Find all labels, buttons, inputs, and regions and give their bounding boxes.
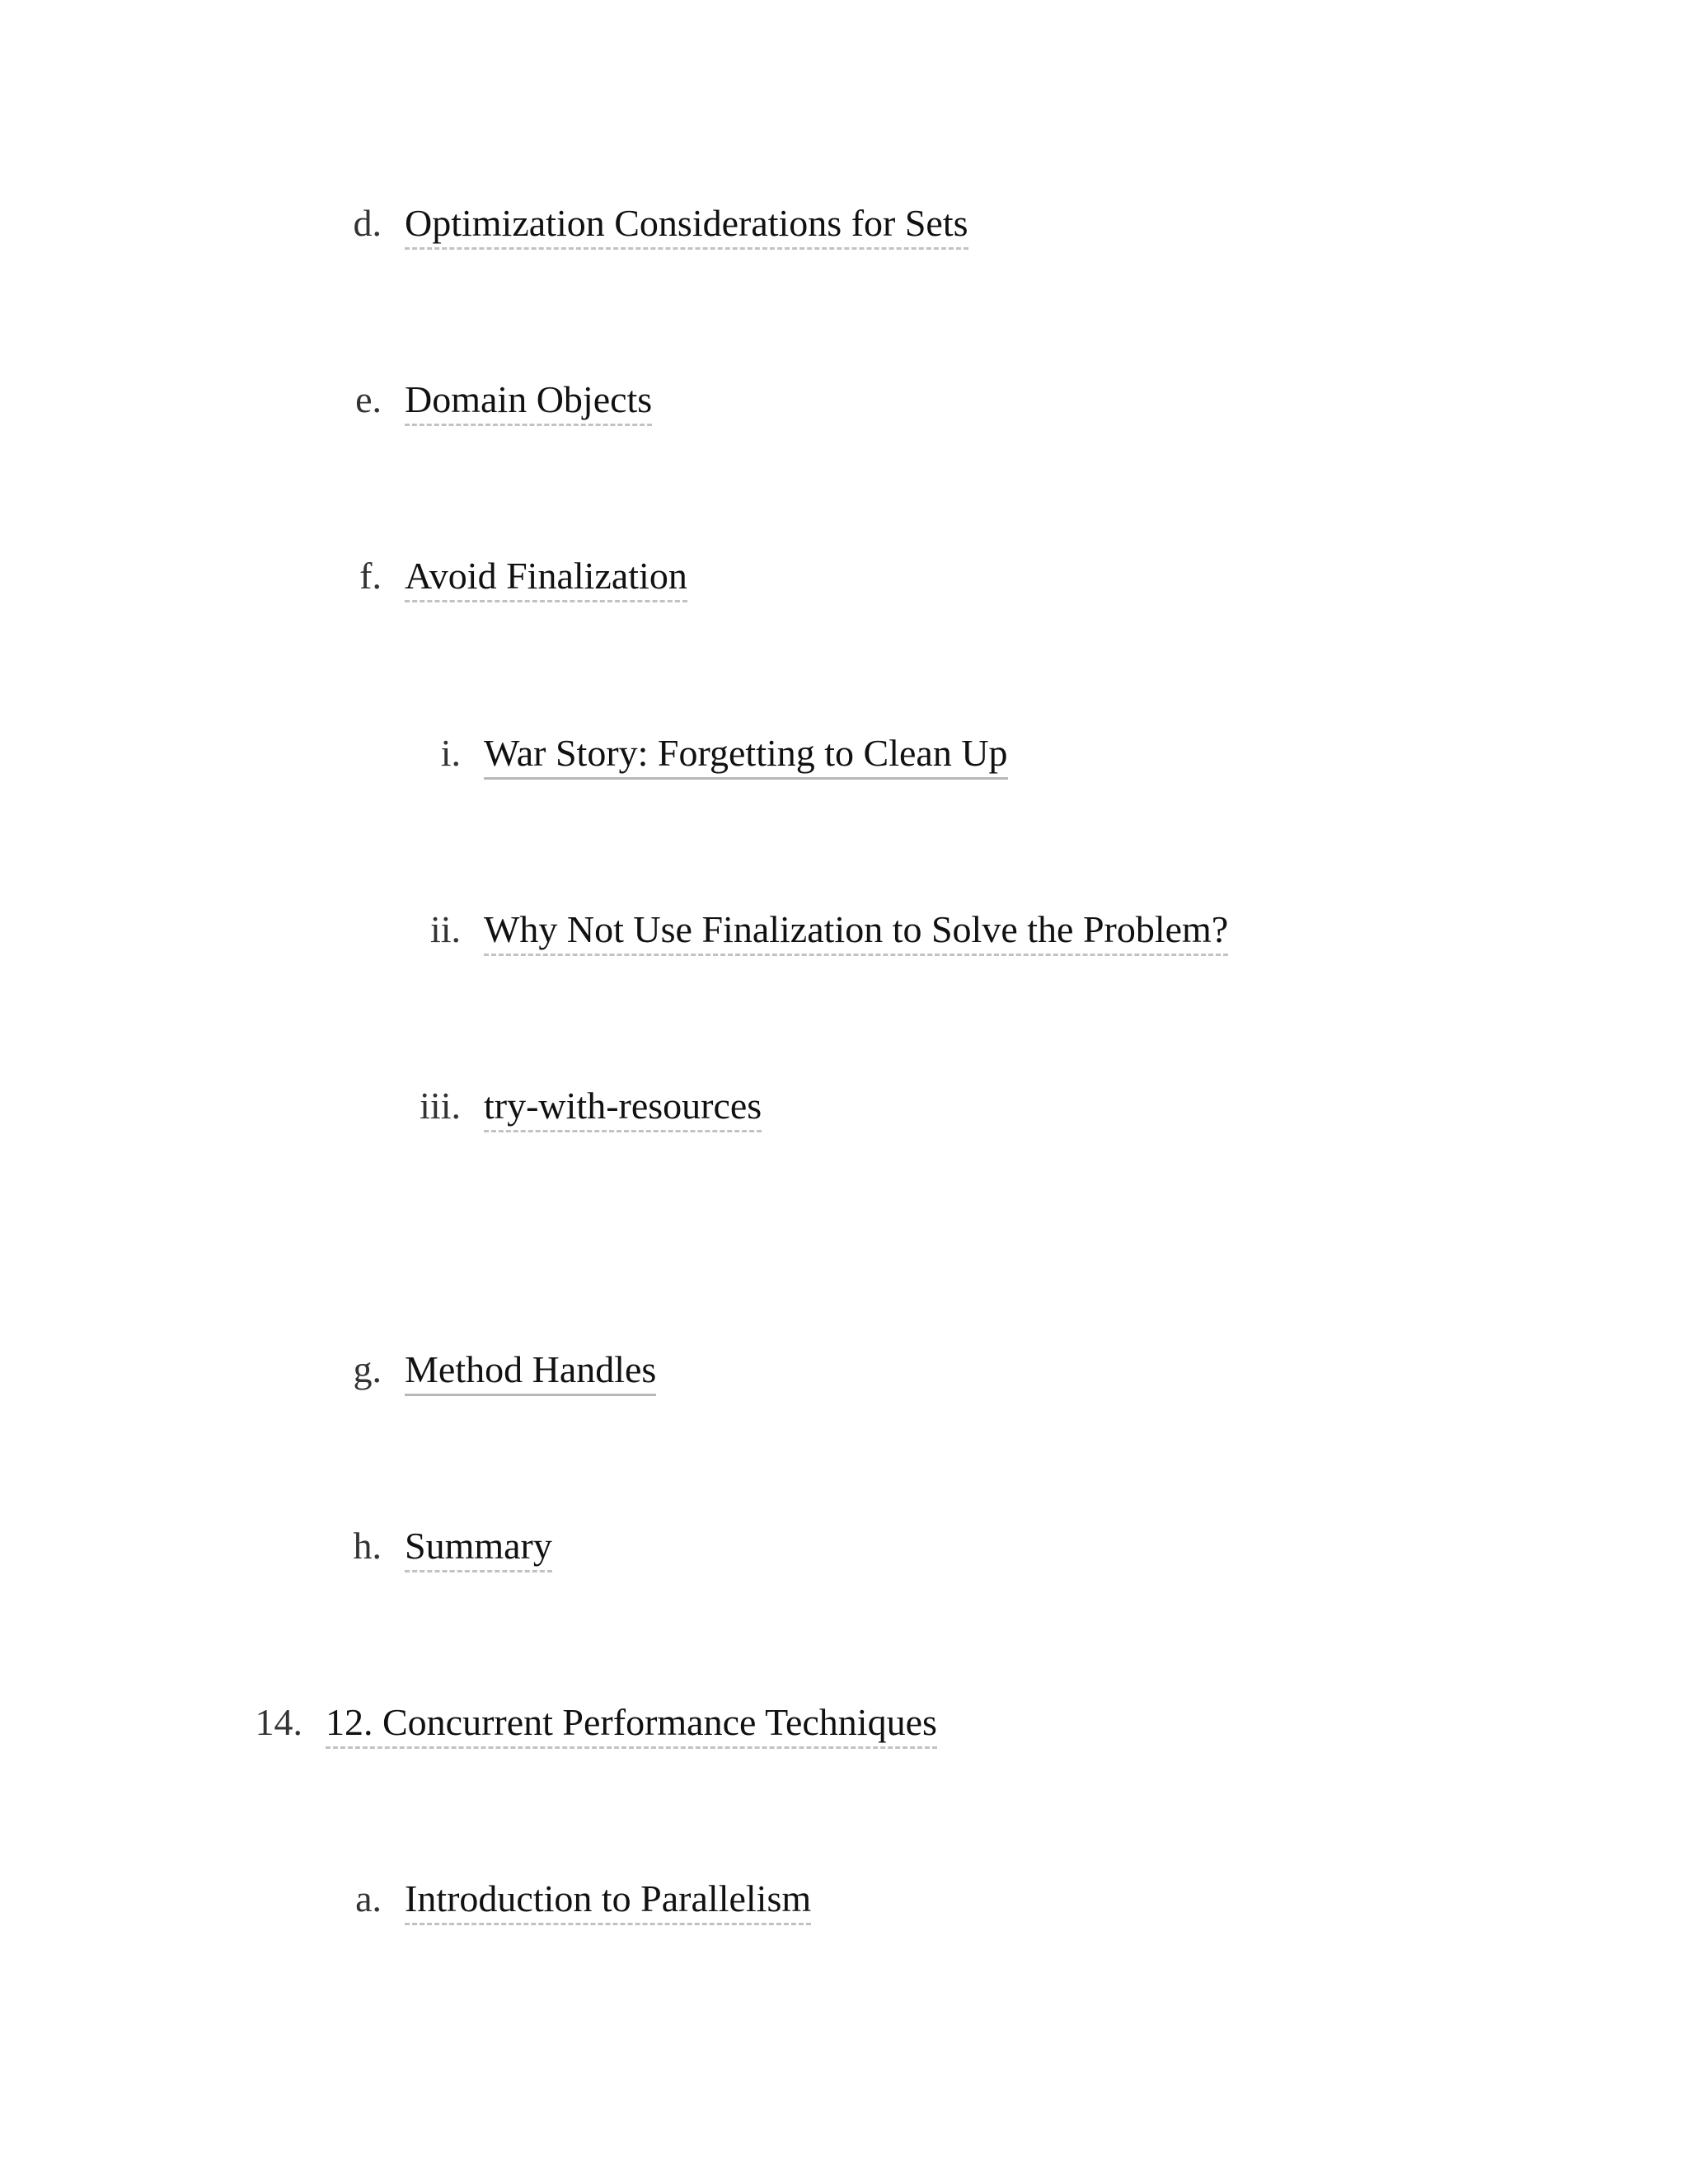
toc-link-optimization-considerations-for-sets[interactable]: Optimization Considerations for Sets [405, 200, 968, 250]
toc-link-war-story[interactable]: War Story: Forgetting to Clean Up [484, 730, 1008, 780]
list-marker: ii. [429, 908, 461, 950]
toc-link-why-not-use-finalization[interactable]: Why Not Use Finalization to Solve the Problem? [484, 907, 1228, 956]
toc-link-introduction-to-parallelism[interactable]: Introduction to Parallelism [405, 1876, 811, 1925]
list-marker: g. [353, 1348, 382, 1390]
toc-link-method-handles[interactable]: Method Handles [405, 1347, 656, 1396]
list-marker: iii. [420, 1085, 461, 1127]
list-marker: a. [355, 1877, 382, 1919]
list-marker: 14. [255, 1701, 302, 1743]
list-marker: e. [355, 378, 382, 420]
toc-link-try-with-resources[interactable]: try-with-resources [484, 1083, 762, 1132]
list-marker: f. [359, 555, 382, 597]
toc-link-domain-objects[interactable]: Domain Objects [405, 377, 652, 426]
list-marker: h. [353, 1525, 382, 1567]
list-marker: d. [353, 202, 382, 244]
toc-link-concurrent-performance-techniques[interactable]: 12. Concurrent Performance Techniques [326, 1699, 937, 1749]
toc-link-avoid-finalization[interactable]: Avoid Finalization [405, 553, 687, 602]
toc-link-summary[interactable]: Summary [405, 1523, 552, 1572]
list-marker: i. [440, 732, 461, 774]
